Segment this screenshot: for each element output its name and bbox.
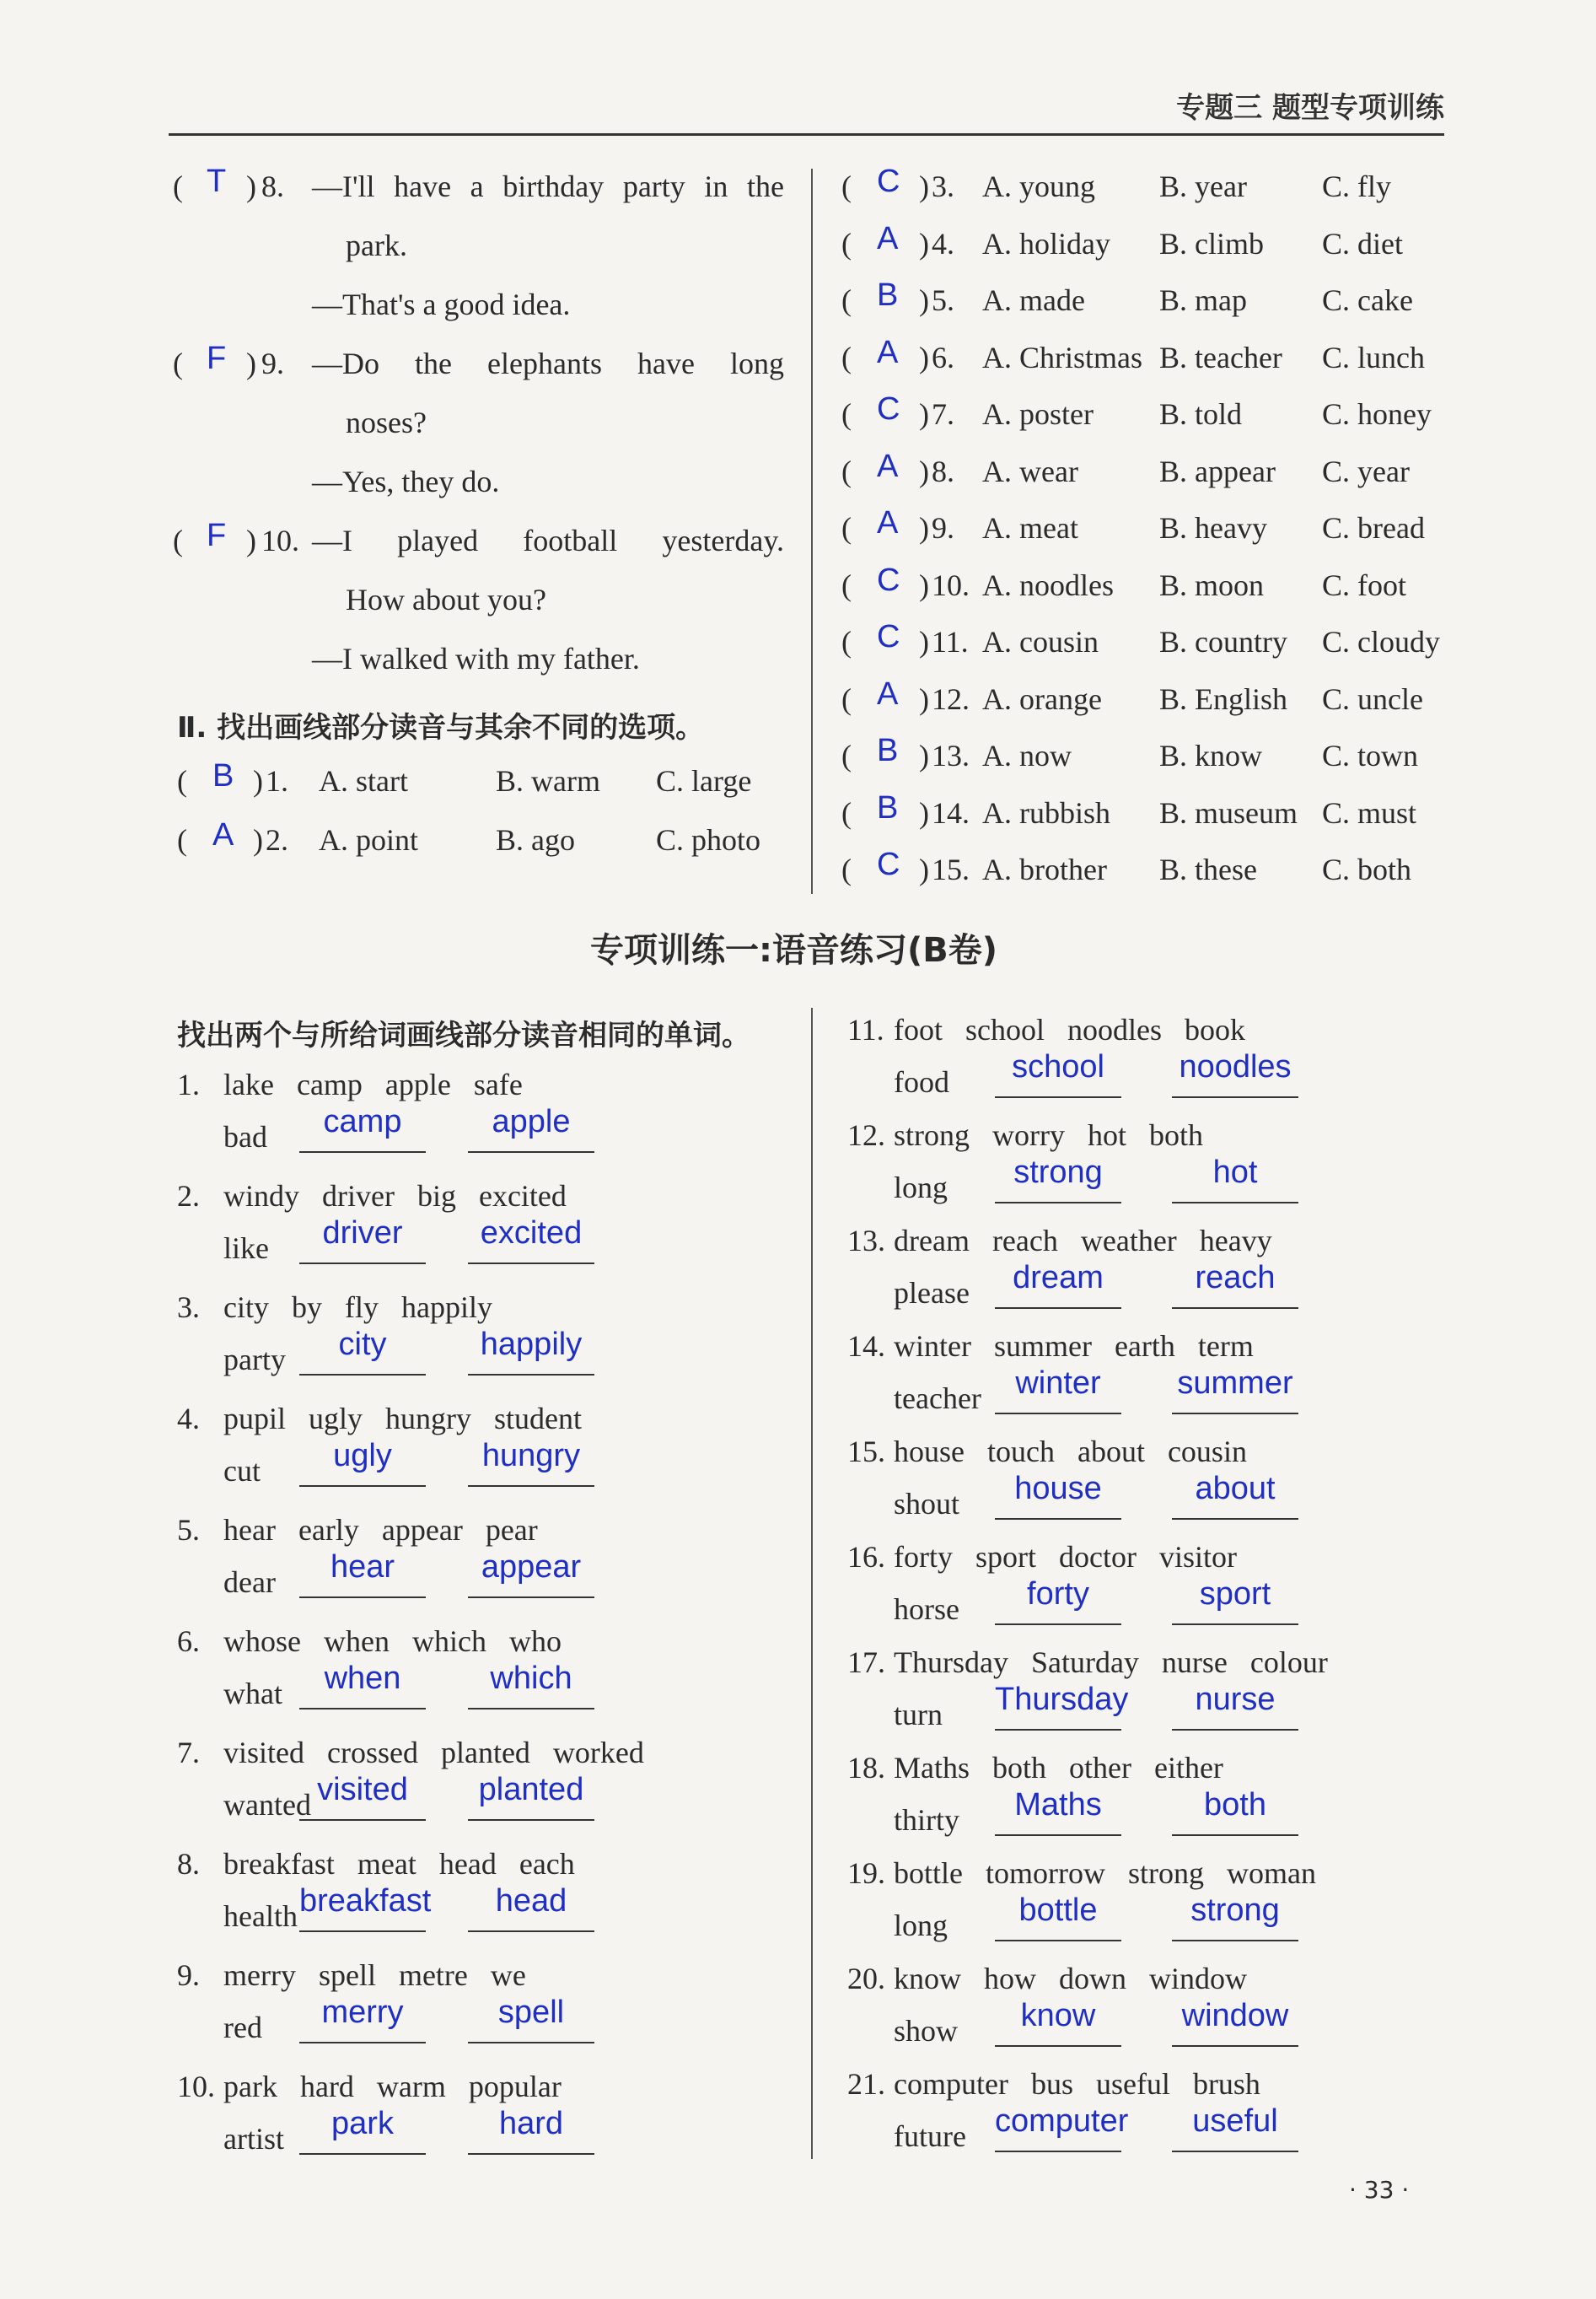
paren-open: (: [177, 764, 187, 798]
choice-number: 5.: [932, 283, 954, 317]
answer-word: forty: [1027, 1576, 1089, 1612]
answer-word: bottle: [1018, 1893, 1098, 1928]
judge-line: —I'll have a birthday party in the: [312, 170, 784, 203]
answer-word: reach: [1195, 1260, 1276, 1295]
answer-blank: [299, 1995, 426, 2043]
item-number: 16.: [847, 1540, 885, 1574]
answer-blank: [1172, 1260, 1298, 1309]
answer-word: about: [1195, 1471, 1276, 1506]
answer-blank: [468, 1438, 594, 1487]
answer-word: appear: [481, 1549, 582, 1585]
option-c: C. bread: [1322, 511, 1425, 545]
judge-number: 8.: [261, 170, 284, 203]
answer-word: hard: [498, 2106, 564, 2141]
paren-close: ): [919, 568, 929, 602]
option-b: B. moon: [1159, 568, 1265, 602]
word-list: visited crossed planted worked: [223, 1736, 644, 1769]
answer-word: which: [490, 1661, 572, 1696]
option-b: B. warm: [496, 764, 600, 798]
given-word: turn: [894, 1698, 943, 1731]
option-a: A. point: [319, 823, 419, 857]
choice-number: 1.: [266, 764, 288, 798]
answer-word: hear: [330, 1549, 395, 1585]
item-number: 10.: [177, 2070, 215, 2103]
paren-open: (: [841, 853, 852, 886]
option-a: A. cousin: [982, 625, 1099, 659]
option-b: B. heavy: [1159, 511, 1267, 545]
item-number: 19.: [847, 1856, 885, 1890]
given-word: shout: [894, 1487, 960, 1521]
given-word: what: [223, 1677, 282, 1710]
answer-word: camp: [323, 1104, 402, 1139]
choice-number: 11.: [932, 625, 969, 659]
answer-blank: [299, 1215, 426, 1264]
option-c: C. must: [1322, 795, 1417, 830]
answer-word: nurse: [1195, 1682, 1276, 1717]
answer-blank: [995, 1998, 1121, 2047]
option-c: C. cloudy: [1322, 625, 1440, 659]
option-a: A. noodles: [982, 568, 1114, 602]
judge-number: 9.: [261, 347, 284, 380]
option-b: B. these: [1159, 853, 1257, 886]
paren-open: (: [841, 511, 852, 545]
answer-blank: [468, 1104, 594, 1153]
given-word: bad: [223, 1120, 267, 1154]
option-b: B. ago: [496, 823, 575, 857]
option-c: C. photo: [656, 823, 761, 857]
option-a: A. start: [319, 764, 408, 798]
option-b: B. know: [1159, 739, 1263, 773]
item-number: 12.: [847, 1118, 885, 1152]
answer-word: merry: [321, 1995, 404, 2030]
given-word: show: [894, 2014, 959, 2048]
word-list: know how down window: [894, 1962, 1247, 1995]
word-list: computer bus useful brush: [894, 2067, 1260, 2101]
answer-word: both: [1204, 1787, 1266, 1823]
given-word: health: [223, 1899, 298, 1933]
item-number: 15.: [847, 1435, 885, 1468]
answer-blank: [995, 1471, 1121, 1520]
choice-answer: A: [877, 505, 899, 541]
column-divider-bottom: [811, 1008, 813, 2159]
word-list: strong worry hot both: [894, 1118, 1203, 1152]
item-number: 9.: [177, 1958, 200, 1992]
choice-answer: B: [877, 277, 899, 313]
given-word: red: [223, 2011, 262, 2044]
answer-blank: [1172, 1365, 1298, 1414]
answer-blank: [995, 1576, 1121, 1625]
item-number: 20.: [847, 1962, 885, 1995]
option-b: B. told: [1159, 397, 1243, 431]
paren-open: (: [841, 170, 852, 203]
answer-blank: [1172, 1787, 1298, 1836]
option-a: A. young: [982, 170, 1095, 203]
option-c: C. year: [1322, 454, 1410, 488]
option-a: A. holiday: [982, 226, 1110, 261]
option-a: A. Christmas: [982, 340, 1143, 374]
answer-word: window: [1181, 1998, 1289, 2033]
header-title: 专题三 题型专项训练: [1176, 91, 1444, 125]
option-c: C. diet: [1322, 226, 1403, 261]
paren-close: ): [246, 347, 256, 380]
answer-word: school: [1012, 1049, 1104, 1085]
choice-answer: A: [212, 817, 234, 853]
item-number: 5.: [177, 1513, 200, 1547]
answer-word: when: [324, 1661, 401, 1696]
answer-word: Thursday: [995, 1682, 1129, 1717]
option-a: A. meat: [982, 511, 1078, 545]
judge-line: —That's a good idea.: [312, 288, 571, 321]
option-a: A. rubbish: [982, 795, 1110, 830]
word-list: house touch about cousin: [894, 1435, 1247, 1468]
answer-blank: [995, 1682, 1129, 1731]
given-word: long: [894, 1909, 948, 1942]
choice-number: 10.: [932, 568, 970, 602]
judge-line: noses?: [346, 406, 427, 439]
word-list: foot school noodles book: [894, 1013, 1245, 1047]
given-word: cut: [223, 1454, 261, 1488]
item-number: 17.: [847, 1645, 885, 1679]
answer-word: dream: [1013, 1260, 1104, 1295]
choice-answer: C: [877, 391, 900, 427]
answer-word: ugly: [333, 1438, 392, 1473]
paren-open: (: [177, 823, 187, 857]
paren-open: (: [841, 454, 852, 488]
paren-open: (: [841, 226, 852, 261]
item-number: 13.: [847, 1224, 885, 1257]
column-divider-top: [811, 169, 813, 894]
answer-word: city: [338, 1327, 387, 1362]
answer-word: head: [495, 1883, 567, 1919]
judge-line: —Do the elephants have long: [312, 347, 784, 380]
given-word: teacher: [894, 1381, 981, 1415]
section-b-title: 专项训练一:语音练习(B卷): [590, 931, 998, 970]
answer-word: strong: [1190, 1893, 1280, 1928]
answer-blank: [995, 1787, 1121, 1836]
answer-blank: [299, 1104, 426, 1153]
given-word: horse: [894, 1592, 959, 1626]
choice-number: 2.: [266, 823, 288, 857]
answer-word: Maths: [1014, 1787, 1102, 1823]
option-c: C. town: [1322, 739, 1419, 773]
choice-answer: C: [877, 562, 900, 598]
paren-close: ): [253, 823, 263, 857]
paren-close: ): [253, 764, 263, 798]
option-a: A. poster: [982, 397, 1094, 431]
judge-line: How about you?: [346, 583, 546, 616]
answer-blank: [299, 1549, 426, 1598]
given-word: long: [894, 1171, 948, 1204]
answer-blank: [299, 1772, 426, 1821]
paren-close: ): [919, 454, 929, 488]
answer-blank: [468, 1883, 594, 1932]
judge-line: —I walked with my father.: [312, 642, 640, 676]
paren-close: ): [919, 795, 929, 830]
answer-blank: [995, 1260, 1121, 1309]
choice-answer: A: [877, 220, 899, 256]
answer-blank: [299, 1438, 426, 1487]
paren-close: ): [919, 511, 929, 545]
answer-blank: [995, 1049, 1121, 1098]
paren-close: ): [919, 853, 929, 886]
answer-word: house: [1014, 1471, 1102, 1506]
page-number: · 33 ·: [1349, 2176, 1410, 2204]
item-number: 18.: [847, 1751, 885, 1785]
answer-blank: [299, 1327, 426, 1376]
answer-word: happily: [480, 1327, 583, 1362]
word-list: hear early appear pear: [223, 1513, 538, 1547]
paren-close: ): [919, 681, 929, 716]
choice-answer: B: [212, 758, 234, 794]
item-number: 4.: [177, 1402, 200, 1435]
word-list: park hard warm popular: [223, 2070, 562, 2103]
answer-word: sport: [1199, 1576, 1271, 1612]
answer-word: driver: [322, 1215, 403, 1251]
item-number: 21.: [847, 2067, 885, 2101]
option-c: C. foot: [1322, 568, 1407, 602]
choice-answer: A: [877, 676, 899, 712]
instruction: 找出两个与所给词画线部分读音相同的单词。: [177, 1019, 750, 1053]
given-word: food: [894, 1065, 949, 1099]
answer-blank: [299, 1883, 432, 1932]
answer-blank: [468, 1327, 594, 1376]
answer-blank: [1172, 1471, 1298, 1520]
paren-close: ): [246, 170, 256, 203]
paren-open: (: [841, 739, 852, 773]
option-b: B. teacher: [1159, 340, 1282, 374]
choice-answer: A: [877, 334, 899, 370]
choice-number: 13.: [932, 739, 970, 773]
answer-blank: [299, 2106, 426, 2155]
choice-answer: C: [877, 847, 900, 882]
answer-blank: [1172, 1998, 1298, 2047]
choice-number: 15.: [932, 853, 970, 886]
choice-answer: B: [877, 733, 899, 768]
paren-open: (: [841, 795, 852, 830]
option-c: C. fly: [1322, 170, 1392, 203]
choice-answer: A: [877, 448, 899, 484]
answer-blank: [1172, 2103, 1298, 2152]
option-c: C. uncle: [1322, 681, 1423, 716]
paren-open: (: [841, 625, 852, 659]
answer-blank: [1172, 1893, 1298, 1941]
paren-open: (: [173, 524, 183, 557]
option-c: C. lunch: [1322, 340, 1425, 374]
word-list: pupil ugly hungry student: [223, 1402, 582, 1435]
paren-open: (: [841, 283, 852, 317]
answer-blank: [995, 1365, 1121, 1414]
option-a: A. now: [982, 739, 1072, 773]
paren-close: ): [919, 226, 929, 261]
answer-word: visited: [317, 1772, 408, 1807]
word-list: city by fly happily: [223, 1290, 492, 1324]
page-header: [169, 78, 1444, 136]
answer-blank: [468, 1995, 594, 2043]
paren-open: (: [841, 681, 852, 716]
paren-open: (: [841, 568, 852, 602]
word-list: whose when which who: [223, 1624, 562, 1658]
judge-line: —Yes, they do.: [312, 465, 500, 498]
answer-blank: [299, 1661, 426, 1709]
item-number: 2.: [177, 1179, 200, 1213]
answer-blank: [1172, 1682, 1298, 1731]
option-b: B. appear: [1159, 454, 1276, 488]
answer-word: useful: [1192, 2103, 1278, 2139]
paren-open: (: [173, 347, 183, 380]
paren-open: (: [841, 397, 852, 431]
paren-close: ): [246, 524, 256, 557]
answer-word: winter: [1015, 1365, 1101, 1401]
option-b: B. museum: [1159, 795, 1298, 830]
paren-close: ): [919, 397, 929, 431]
item-number: 3.: [177, 1290, 200, 1324]
judge-line: —I played football yesterday.: [312, 524, 784, 557]
answer-word: planted: [478, 1772, 584, 1807]
answer-blank: [995, 1893, 1121, 1941]
item-number: 14.: [847, 1329, 885, 1363]
word-list: windy driver big excited: [223, 1179, 567, 1213]
judge-answer: F: [207, 341, 227, 376]
answer-word: hot: [1212, 1155, 1258, 1190]
item-number: 1.: [177, 1068, 200, 1101]
answer-blank: [468, 2106, 594, 2155]
option-a: A. brother: [982, 853, 1107, 886]
option-c: C. both: [1322, 853, 1412, 886]
word-list: winter summer earth term: [894, 1329, 1254, 1363]
choice-number: 8.: [932, 454, 954, 488]
answer-blank: [468, 1661, 594, 1709]
item-number: 6.: [177, 1624, 200, 1658]
word-list: merry spell metre we: [223, 1958, 526, 1992]
item-number: 11.: [847, 1013, 884, 1047]
option-a: A. orange: [982, 681, 1102, 716]
answer-word: breakfast: [299, 1883, 432, 1919]
word-list: bottle tomorrow strong woman: [894, 1856, 1316, 1890]
word-list: lake camp apple safe: [223, 1068, 523, 1101]
item-number: 7.: [177, 1736, 200, 1769]
section-title: Ⅱ. 找出画线部分读音与其余不同的选项。: [177, 711, 705, 745]
word-list: dream reach weather heavy: [894, 1224, 1272, 1257]
given-word: thirty: [894, 1803, 959, 1837]
choice-number: 14.: [932, 795, 970, 830]
item-number: 8.: [177, 1847, 200, 1881]
choice-number: 12.: [932, 681, 970, 716]
answer-blank: [995, 1155, 1121, 1203]
choice-answer: C: [877, 619, 900, 654]
choice-answer: C: [877, 164, 900, 199]
paren-open: (: [173, 170, 183, 203]
word-list: breakfast meat head each: [223, 1847, 575, 1881]
choice-number: 6.: [932, 340, 954, 374]
option-b: B. English: [1159, 681, 1288, 716]
answer-blank: [1172, 1049, 1298, 1098]
choice-number: 7.: [932, 397, 954, 431]
paren-close: ): [919, 170, 929, 203]
option-a: A. made: [982, 283, 1085, 317]
answer-word: noodles: [1179, 1049, 1292, 1085]
judge-answer: T: [207, 164, 227, 199]
answer-word: spell: [497, 1995, 565, 2030]
answer-word: know: [1020, 1998, 1096, 2033]
option-c: C. cake: [1322, 283, 1413, 317]
answer-blank: [1172, 1155, 1298, 1203]
option-c: C. large: [656, 764, 752, 798]
answer-blank: [1172, 1576, 1298, 1625]
judge-line: park.: [346, 229, 407, 262]
answer-word: summer: [1177, 1365, 1293, 1401]
given-word: future: [894, 2119, 966, 2153]
choice-answer: B: [877, 789, 899, 826]
given-word: party: [223, 1343, 286, 1376]
option-b: B. year: [1159, 170, 1247, 203]
answer-word: hungry: [481, 1438, 581, 1473]
answer-word: computer: [995, 2103, 1129, 2139]
answer-blank: [468, 1549, 594, 1598]
word-list: Thursday Saturday nurse colour: [894, 1645, 1328, 1679]
choice-number: 4.: [932, 226, 954, 261]
option-a: A. wear: [982, 454, 1078, 488]
answer-word: park: [331, 2106, 394, 2141]
answer-word: strong: [1013, 1155, 1103, 1190]
judge-number: 10.: [261, 524, 299, 557]
word-list: Maths both other either: [894, 1751, 1223, 1785]
answer-word: apple: [492, 1104, 571, 1139]
choice-number: 9.: [932, 511, 954, 545]
word-list: forty sport doctor visitor: [894, 1540, 1237, 1574]
given-word: artist: [223, 2122, 284, 2156]
judge-answer: F: [207, 518, 227, 553]
paren-open: (: [841, 340, 852, 374]
paren-close: ): [919, 340, 929, 374]
given-word: wanted: [223, 1788, 311, 1822]
answer-word: excited: [480, 1215, 583, 1251]
answer-blank: [468, 1772, 594, 1821]
option-b: B. climb: [1159, 226, 1264, 261]
option-c: C. honey: [1322, 397, 1432, 431]
given-word: please: [894, 1276, 970, 1310]
option-b: B. country: [1159, 625, 1287, 659]
given-word: like: [223, 1231, 269, 1265]
paren-close: ): [919, 739, 929, 773]
paren-close: ): [919, 625, 929, 659]
answer-blank: [995, 2103, 1129, 2152]
answer-blank: [468, 1215, 594, 1264]
option-b: B. map: [1159, 283, 1247, 317]
given-word: dear: [223, 1565, 276, 1599]
paren-close: ): [919, 283, 929, 317]
choice-number: 3.: [932, 170, 954, 203]
